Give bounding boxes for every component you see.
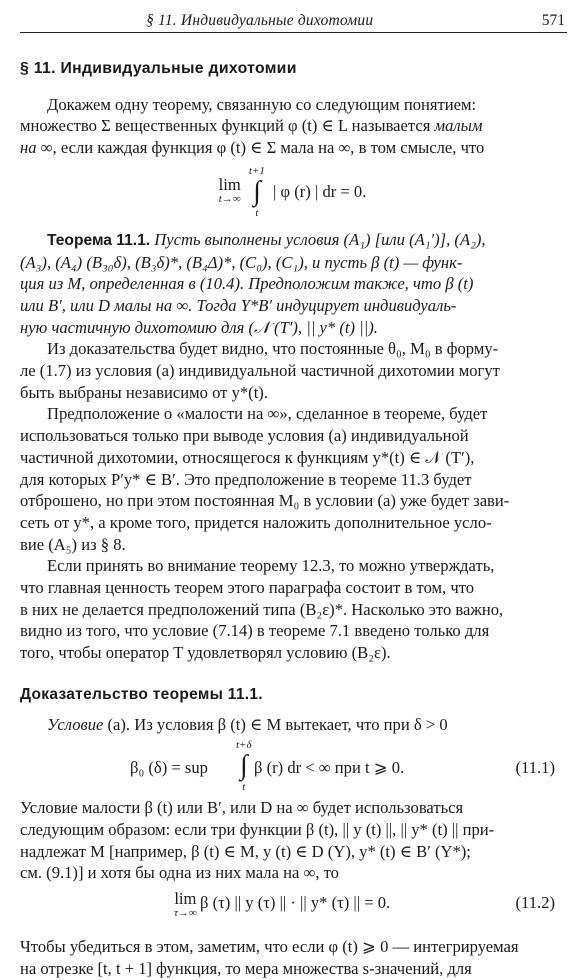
- lim-subscript: τ→∞: [174, 907, 197, 920]
- text-line: отброшено, но при этом постоянная M₀ в условии (а) уже будет зави-: [20, 491, 510, 511]
- text-line: (а). Из условия β (t) ∈ M вытекает, что при δ > 0: [103, 714, 448, 734]
- text-line: Условие малости β (t) или B′, или D на ∞ будет использоваться: [20, 798, 464, 818]
- paragraph-smallness-usage: [20, 797, 565, 884]
- equation-11-1: [20, 739, 565, 795]
- page-number: 571: [541, 12, 565, 29]
- integral-lower-limit: t: [255, 206, 259, 219]
- text-line: быть выбраны независимо от y*(t).: [20, 382, 268, 402]
- theorem-text: Пусть выполнены условия (A₁) [или (A₁′)], (A₂),: [150, 229, 486, 249]
- running-title: § 11. Индивидуальные дихотомии: [146, 12, 374, 29]
- theorem-text: ция из M, определенная в (10.4). Предположим также, что β (t): [20, 274, 474, 294]
- integral-upper-limit: t+δ: [236, 739, 252, 752]
- theorem-text: ную частичную дихотомию для (𝒩 (T′), || y* (t) ||).: [20, 317, 378, 337]
- integrand: | φ (r) | dr = 0.: [273, 181, 367, 201]
- theorem-text: или B′, или D малы на ∞. Тогда Y*B′ индуцирует индивидуаль-: [20, 295, 457, 315]
- integral-lower-limit: t: [242, 781, 246, 794]
- theorem-text: (A₃), (A₄) (B₃₀δ), (B₃δ)*, (B₄Δ)*, (C₀), (C₁), и пусть β (t) — функ-: [20, 252, 463, 272]
- emphasis: на ∞: [20, 138, 53, 158]
- text-line: множество Σ вещественных функций φ (t) ∈ L называется: [20, 116, 435, 136]
- eq-body: β (r) dr < ∞ при t ⩾ 0.: [254, 758, 405, 778]
- condition-label: Условие: [47, 714, 104, 734]
- proof-condition-a: [20, 714, 565, 736]
- text-line: в них не делается предположений типа (B₂ε)*. Насколько это важно,: [20, 599, 504, 619]
- text-line: следующим образом: если три функции β (t), || y (t) ||, || y* (t) || при-: [20, 819, 495, 839]
- lim-subscript: t→∞: [218, 192, 241, 205]
- text-line: Из доказательства будет видно, что постоянные θ₀, M₀ в форму-: [47, 339, 499, 359]
- theorem-11-1: [20, 229, 565, 339]
- lim-word: lim: [174, 889, 197, 909]
- text-line: Если принять во внимание теорему 12.3, то можно утверждать,: [47, 556, 495, 576]
- paragraph-smallness: [20, 403, 565, 555]
- integral-upper-limit: t+1: [248, 164, 265, 177]
- equation-number: (11.2): [515, 893, 555, 913]
- paragraph-value: [20, 555, 565, 664]
- running-header: [20, 10, 567, 33]
- text-line: Чтобы убедиться в этом, заметим, что если φ (t) ⩾ 0 — интегрируемая: [20, 937, 519, 957]
- eq-lhs: β₀ (δ) = sup: [130, 758, 208, 778]
- text-line: надлежат M [например, β (t) ∈ M, y (t) ∈ D (Y), y* (t) ∈ B′ (Y*);: [20, 841, 471, 861]
- text-line: , если каждая функция φ (t) ∈ Σ мала на ∞, в том смысле, что: [52, 138, 485, 158]
- theorem-label: Теорема 11.1.: [47, 231, 151, 249]
- equation-number: (11.1): [515, 758, 555, 778]
- text-line: вие (A₅) из § 8.: [20, 534, 126, 554]
- eq-body: β (τ) || y (τ) || · || y* (τ) || = 0.: [200, 893, 391, 913]
- text-line: частичной дихотомии, относящегося к функциям y*(t) ∈ 𝒩 (T′),: [20, 447, 475, 467]
- intro-paragraph: [20, 94, 565, 159]
- integral-sign: t+1 ∫ t: [248, 164, 265, 219]
- paragraph-constants: [20, 338, 565, 403]
- text-line: того, чтобы оператор T удовлетворял условию (B₂ε).: [20, 643, 391, 663]
- text-line: см. (9.1)] и хотя бы одна из них мала на ∞, то: [20, 863, 339, 883]
- text-line: видно из того, что условие (7.14) в теореме 7.1 введено только для: [20, 621, 490, 641]
- text-line: сеть от y*, а кроме того, придется наложить дополнительное усло-: [20, 512, 492, 532]
- integral-sign: t+δ ∫ t: [236, 739, 252, 794]
- text-line: Предположение о «малости на ∞», сделанное в теореме, будет: [47, 404, 488, 424]
- emphasis: малым: [434, 116, 483, 136]
- proof-title: Доказательство теоремы 11.1.: [20, 685, 263, 703]
- text-line: использоваться только при выводе условия (а) индивидуальной: [20, 426, 469, 446]
- paragraph-proof-continue: [20, 936, 565, 979]
- text-line: что главная ценность теорем этого параграфа состоит в том, что: [20, 578, 475, 598]
- limit-operator: [218, 174, 241, 206]
- section-title: § 11. Индивидуальные дихотомии: [20, 60, 297, 77]
- formula-limit-integral: [20, 165, 565, 219]
- lim-word: lim: [218, 174, 241, 194]
- equation-11-2: [20, 888, 565, 932]
- page-body: [20, 58, 565, 980]
- limit-operator: [174, 889, 197, 920]
- text-line: на отрезке [t, t + 1] функция, то мера множества s-значений, для: [20, 958, 472, 978]
- text-line: Докажем одну теорему, связанную со следующим понятием:: [47, 94, 477, 114]
- text-line: для которых P′y* ∈ B′. Это предположение в теореме 11.3 будет: [20, 469, 472, 489]
- text-line: ле (1.7) из условия (а) индивидуальной частичной дихотомии могут: [20, 361, 500, 381]
